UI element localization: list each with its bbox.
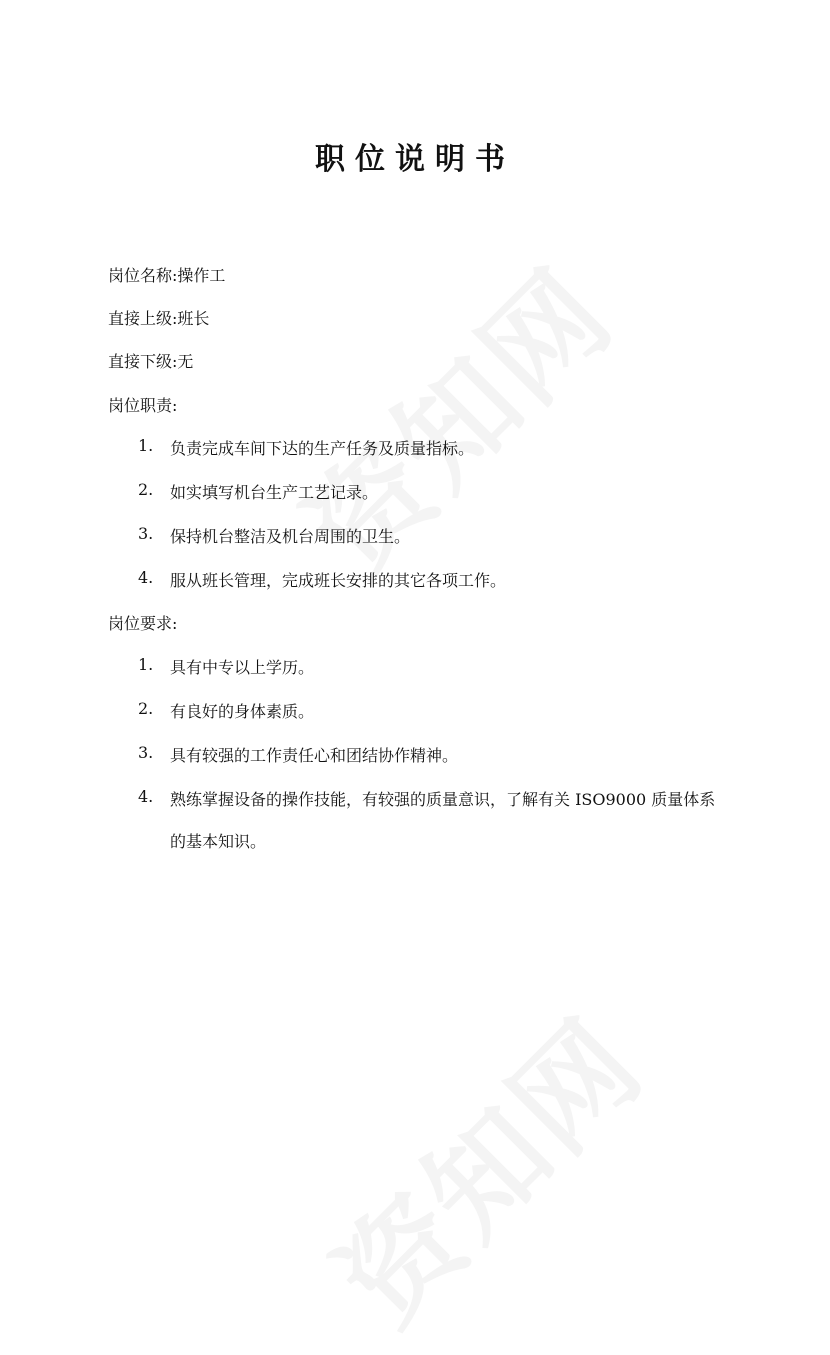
- superior-label: 直接上级:: [108, 309, 178, 328]
- list-item-text: 保持机台整洁及机台周围的卫生。: [170, 527, 411, 546]
- watermark: [263, 225, 642, 604]
- list-item-text: 熟练掌握设备的操作技能，有较强的质量意识，了解有关 ISO9000 质量体系: [170, 790, 716, 809]
- duties-heading: 岗位职责:: [108, 396, 178, 415]
- post-name-row: [108, 263, 225, 286]
- watermark: [293, 975, 672, 1354]
- list-item-number: 1.: [138, 436, 154, 455]
- list-item-text: 负责完成车间下达的生产任务及质量指标。: [170, 439, 475, 458]
- superior-value: 班长: [177, 309, 210, 328]
- list-item-text: 服从班长管理，完成班长安排的其它各项工作。: [170, 571, 507, 590]
- requirements-heading: 岗位要求:: [108, 614, 178, 633]
- subordinate-row: [108, 349, 193, 372]
- list-item-continuation: 的基本知识。: [170, 832, 267, 851]
- page-title: 职位说明书: [315, 142, 515, 177]
- list-item-number: 4.: [138, 568, 154, 587]
- list-item-number: 4.: [138, 787, 154, 806]
- superior-row: [108, 306, 209, 329]
- subordinate-label: 直接下级:: [108, 352, 178, 371]
- list-item-text: 具有较强的工作责任心和团结协作精神。: [170, 746, 459, 765]
- list-item-text: 如实填写机台生产工艺记录。: [170, 483, 379, 502]
- post-name-value: 操作工: [177, 266, 226, 285]
- post-name-label: 岗位名称:: [108, 266, 178, 285]
- list-item-text: 有良好的身体素质。: [170, 702, 315, 721]
- list-item-number: 3.: [138, 524, 154, 543]
- list-item-number: 3.: [138, 743, 154, 762]
- subordinate-value: 无: [177, 352, 194, 371]
- list-item-number: 2.: [138, 699, 154, 718]
- list-item-number: 1.: [138, 655, 154, 674]
- list-item-number: 2.: [138, 480, 154, 499]
- list-item-text: 具有中专以上学历。: [170, 658, 315, 677]
